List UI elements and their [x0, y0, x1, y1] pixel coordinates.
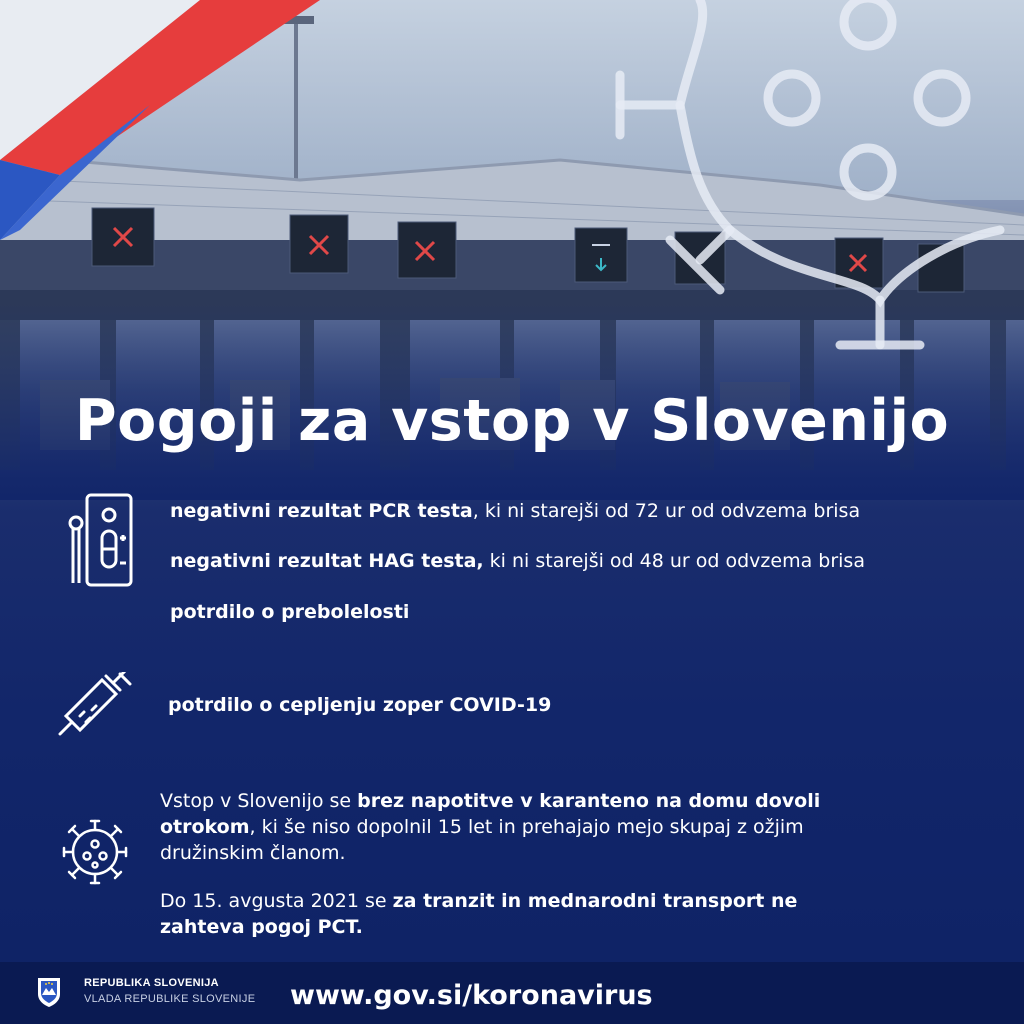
- requirement-vaccination: potrdilo o cepljenju zoper COVID-19: [168, 694, 552, 716]
- website-link[interactable]: www.gov.si/koronavirus: [290, 980, 653, 1011]
- requirement-recovery: potrdilo o prebolelosti: [170, 601, 410, 623]
- page-title: Pogoji za vstop v Slovenijo: [74, 388, 950, 454]
- syringe-icon: [58, 672, 138, 738]
- virus-icon: [58, 815, 132, 889]
- children-note: Vstop v Slovenijo se brez napotitve v karanteno na domu dovoli otrokom, ki še niso dopolnil 15 let in prehajajo mejo skupaj z ožjim družinskim članom.: [160, 790, 821, 864]
- transit-note: Do 15. avgusta 2021 se za tranzit in mednarodni transport ne zahteva pogoj PCT.: [160, 890, 798, 938]
- test-kit-icon: [62, 493, 142, 588]
- requirement-pcr: negativni rezultat PCR testa, ki ni starejši od 72 ur od odvzema brisa: [170, 500, 861, 522]
- government-name: REPUBLIKA SLOVENIJA: [84, 977, 219, 989]
- government-subtitle: VLADA REPUBLIKE SLOVENIJE: [84, 993, 256, 1005]
- requirement-hag: negativni rezultat HAG testa, ki ni starejši od 48 ur od odvzema brisa: [170, 550, 865, 572]
- coat-of-arms-icon: [36, 976, 62, 1008]
